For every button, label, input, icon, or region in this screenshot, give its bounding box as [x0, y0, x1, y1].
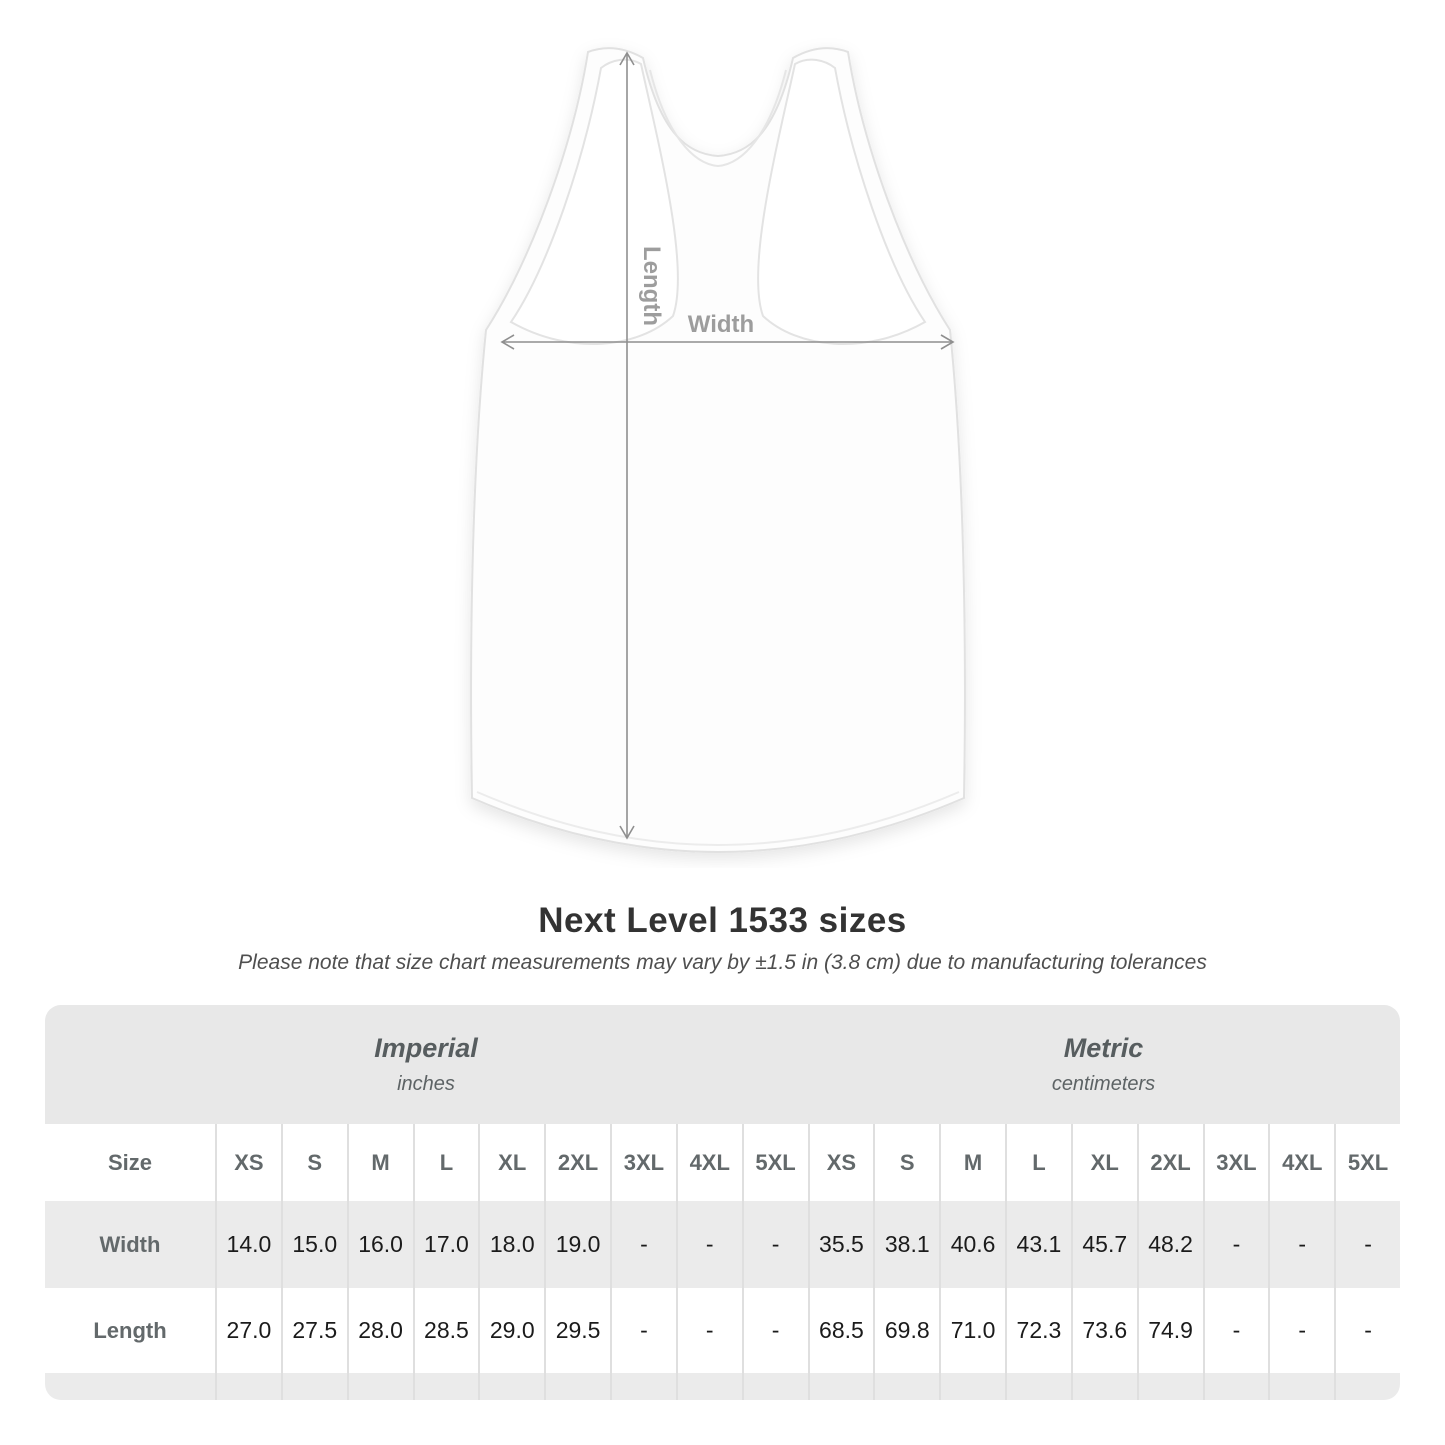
- size-header-metric-s: S: [873, 1124, 939, 1201]
- value-cell-length-metric-3xl: -: [1203, 1288, 1269, 1373]
- metric-header: [807, 1005, 1400, 1124]
- value-cell-width-metric-m: 40.6: [939, 1201, 1005, 1288]
- value-cell-length-imperial-l: 28.5: [413, 1288, 479, 1373]
- value-cell-width-metric-s: 38.1: [873, 1201, 939, 1288]
- value-cell-length-metric-l: 72.3: [1005, 1288, 1071, 1373]
- clipped-row-cell: [1203, 1373, 1269, 1400]
- tolerance-note: Please note that size chart measurements may vary by ±1.5 in (3.8 cm) due to manufacturing tolerances: [238, 951, 1207, 974]
- size-header-imperial-xs: XS: [215, 1124, 281, 1201]
- page-title: Next Level 1533 sizes: [538, 901, 907, 940]
- clipped-row-cell: [1071, 1373, 1137, 1400]
- value-cell-width-imperial-m: 16.0: [347, 1201, 413, 1288]
- size-header-imperial-m: M: [347, 1124, 413, 1201]
- size-header-metric-l: L: [1005, 1124, 1071, 1201]
- value-cell-width-imperial-l: 17.0: [413, 1201, 479, 1288]
- size-header-imperial-l: L: [413, 1124, 479, 1201]
- value-cell-width-imperial-2xl: 19.0: [544, 1201, 610, 1288]
- clipped-row-cell: [939, 1373, 1005, 1400]
- metric-unit: centimeters: [1051, 1073, 1156, 1095]
- size-header-imperial-4xl: 4XL: [676, 1124, 742, 1201]
- clipped-row-cell: [281, 1373, 347, 1400]
- value-cell-length-metric-xs: 68.5: [808, 1288, 874, 1373]
- value-cell-width-imperial-5xl: -: [742, 1201, 808, 1288]
- size-header-metric-4xl: 4XL: [1268, 1124, 1334, 1201]
- tank-top-illustration: [453, 28, 983, 868]
- clipped-row-cell: [1268, 1373, 1334, 1400]
- clipped-row-cell: [808, 1373, 874, 1400]
- unit-header-band: [45, 1005, 1400, 1124]
- size-header-row: [45, 1124, 1400, 1201]
- width-dimension-label: Width: [687, 311, 755, 338]
- value-cell-length-metric-2xl: 74.9: [1137, 1288, 1203, 1373]
- clipped-row-cell: [347, 1373, 413, 1400]
- clipped-row-cell: [1334, 1373, 1400, 1400]
- clipped-row-cell: [215, 1373, 281, 1400]
- clipped-row-cell: [1137, 1373, 1203, 1400]
- size-header-metric-3xl: 3XL: [1203, 1124, 1269, 1201]
- size-header-metric-2xl: 2XL: [1137, 1124, 1203, 1201]
- value-cell-length-metric-m: 71.0: [939, 1288, 1005, 1373]
- size-table: [45, 1005, 1400, 1400]
- size-header-imperial-s: S: [281, 1124, 347, 1201]
- size-row-label: Size: [107, 1149, 153, 1175]
- size-header-imperial-3xl: 3XL: [610, 1124, 676, 1201]
- size-header-metric-5xl: 5XL: [1334, 1124, 1400, 1201]
- value-cell-width-imperial-4xl: -: [676, 1201, 742, 1288]
- tank-outline: [471, 48, 965, 852]
- value-cell-length-metric-xl: 73.6: [1071, 1288, 1137, 1373]
- size-header-metric-xl: XL: [1071, 1124, 1137, 1201]
- imperial-unit: inches: [397, 1073, 455, 1095]
- value-cell-length-metric-4xl: -: [1268, 1288, 1334, 1373]
- value-cell-length-imperial-2xl: 29.5: [544, 1288, 610, 1373]
- garment-figure: [453, 28, 983, 868]
- size-header-imperial-xl: XL: [478, 1124, 544, 1201]
- size-header-imperial-2xl: 2XL: [544, 1124, 610, 1201]
- clipped-row-cell: [873, 1373, 939, 1400]
- width-row-label: Width: [99, 1231, 161, 1257]
- value-cell-width-imperial-xl: 18.0: [478, 1201, 544, 1288]
- clipped-row-cell: [1005, 1373, 1071, 1400]
- size-header-imperial-5xl: 5XL: [742, 1124, 808, 1201]
- value-cell-width-metric-l: 43.1: [1005, 1201, 1071, 1288]
- value-cell-width-metric-5xl: -: [1334, 1201, 1400, 1288]
- length-row-label: Length: [93, 1317, 167, 1343]
- clipped-row-cell: [676, 1373, 742, 1400]
- clipped-next-row: [45, 1373, 1400, 1400]
- metric-title: Metric: [1063, 1033, 1144, 1063]
- clipped-row-cell: [413, 1373, 479, 1400]
- value-cell-width-metric-3xl: -: [1203, 1201, 1269, 1288]
- value-cell-length-imperial-5xl: -: [742, 1288, 808, 1373]
- size-header-metric-m: M: [939, 1124, 1005, 1201]
- value-cell-length-imperial-xl: 29.0: [478, 1288, 544, 1373]
- value-cell-length-imperial-4xl: -: [676, 1288, 742, 1373]
- imperial-header: [45, 1005, 807, 1124]
- clipped-row-label: [45, 1373, 215, 1400]
- value-cell-width-metric-xs: 35.5: [808, 1201, 874, 1288]
- value-cell-width-metric-4xl: -: [1268, 1201, 1334, 1288]
- value-cell-length-metric-s: 69.8: [873, 1288, 939, 1373]
- clipped-row-cell: [610, 1373, 676, 1400]
- clipped-row-cell: [544, 1373, 610, 1400]
- value-cell-length-imperial-xs: 27.0: [215, 1288, 281, 1373]
- value-cell-width-metric-2xl: 48.2: [1137, 1201, 1203, 1288]
- length-row: [45, 1288, 1400, 1373]
- value-cell-width-imperial-xs: 14.0: [215, 1201, 281, 1288]
- value-cell-width-imperial-3xl: -: [610, 1201, 676, 1288]
- length-dimension-label: Length: [638, 246, 665, 326]
- value-cell-length-imperial-m: 28.0: [347, 1288, 413, 1373]
- value-cell-length-imperial-s: 27.5: [281, 1288, 347, 1373]
- value-cell-width-imperial-s: 15.0: [281, 1201, 347, 1288]
- clipped-row-cell: [478, 1373, 544, 1400]
- value-cell-width-metric-xl: 45.7: [1071, 1201, 1137, 1288]
- size-header-metric-xs: XS: [808, 1124, 874, 1201]
- value-cell-length-imperial-3xl: -: [610, 1288, 676, 1373]
- clipped-row-cell: [742, 1373, 808, 1400]
- value-cell-length-metric-5xl: -: [1334, 1288, 1400, 1373]
- imperial-title: Imperial: [374, 1033, 478, 1063]
- width-row: [45, 1201, 1400, 1288]
